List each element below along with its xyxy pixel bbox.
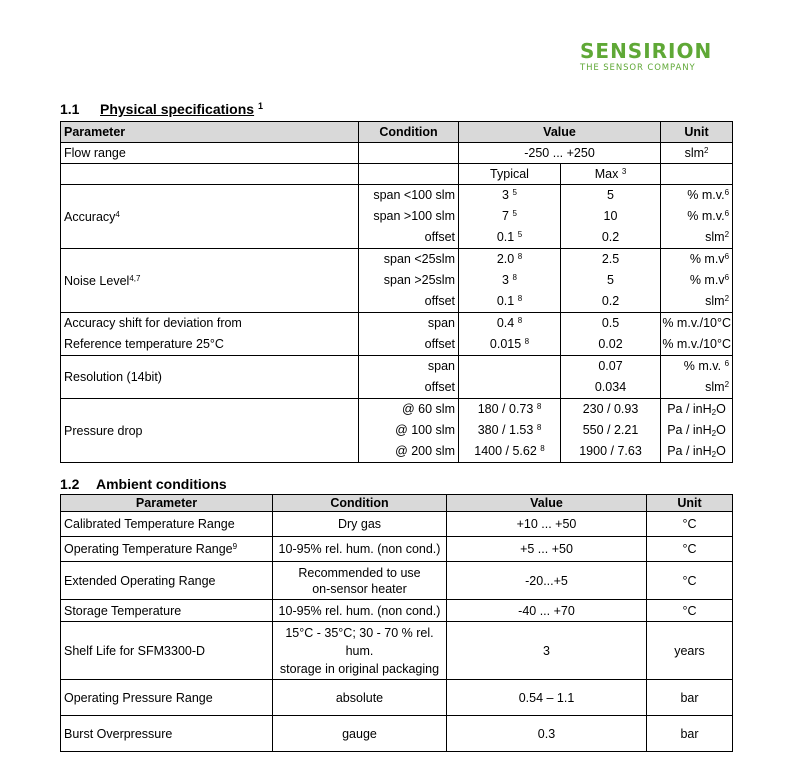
condition-cell: 10-95% rel. hum. (non cond.) xyxy=(273,537,447,562)
param-cell: Storage Temperature xyxy=(61,600,273,622)
condition-cell: 15°C - 35°C; 30 - 70 % rel. hum. storage in original packaging xyxy=(273,622,447,680)
table-row xyxy=(61,562,733,600)
condition-cell: gauge xyxy=(273,716,447,752)
typical-cell: 3 $^5$ 7 $^5$ 0.1 $^5$ xyxy=(459,185,561,249)
table-row xyxy=(61,537,733,562)
condition-cell: 10-95% rel. hum. (non cond.) xyxy=(273,600,447,622)
section-title: Ambient conditions xyxy=(96,476,227,492)
unit-cell: bar xyxy=(647,680,733,716)
table-row xyxy=(61,512,733,537)
subheader-max: Max $^3$ xyxy=(561,164,661,185)
ambient-conditions-table xyxy=(60,494,733,752)
max-cell: 0.5 0.02 xyxy=(561,313,661,356)
table-row xyxy=(61,356,733,399)
unit-cell: bar xyxy=(647,716,733,752)
param-pressure-drop: Pressure drop xyxy=(61,399,359,463)
logo-tagline: THE SENSOR COMPANY xyxy=(580,63,696,73)
unit-cell: Pa / inH$_2$O Pa / inH$_2$O Pa / inH$_2$O xyxy=(661,399,733,463)
unit-cell: °C xyxy=(647,600,733,622)
value-flow-range: -250 ... +250 xyxy=(459,143,661,164)
value-cell: 0.3 xyxy=(447,716,647,752)
max-cell: 0.07 0.034 xyxy=(561,356,661,399)
typical-cell: 2.0 $^8$ 3 $^8$ 0.1 $^8$ xyxy=(459,249,561,313)
section-number: 1.2 xyxy=(60,476,80,492)
unit-cell: years xyxy=(647,622,733,680)
unit-cell: °C xyxy=(647,562,733,600)
table-row xyxy=(61,622,733,680)
value-cell: -40 ... +70 xyxy=(447,600,647,622)
condition-cell: span offset xyxy=(359,356,459,399)
header-parameter: Parameter xyxy=(61,122,359,143)
physical-specifications-table xyxy=(60,121,733,463)
param-cell: Burst Overpressure xyxy=(61,716,273,752)
header-value: Value xyxy=(447,495,647,512)
subheader-typical: Typical xyxy=(459,164,561,185)
sensirion-logo xyxy=(580,40,740,73)
param-cell: Operating Temperature Range$^9$ xyxy=(61,537,273,562)
unit-cell: °C xyxy=(647,537,733,562)
value-cell: +5 ... +50 xyxy=(447,537,647,562)
section-title: Physical specifications xyxy=(100,101,255,117)
header-parameter: Parameter xyxy=(61,495,273,512)
param-accuracy: Accuracy$^4$ xyxy=(61,185,359,249)
param-accuracy-shift: Accuracy shift for deviation from Reference temperature 25°C xyxy=(61,313,359,356)
logo-wordmark: SENSIRION xyxy=(580,39,713,63)
condition-cell: Recommended to use on-sensor heater xyxy=(273,562,447,600)
table-row xyxy=(61,399,733,463)
table-row xyxy=(61,716,733,752)
param-cell: Shelf Life for SFM3300-D xyxy=(61,622,273,680)
unit-cell: % m.v.$^6$ % m.v.$^6$ slm$^2$ xyxy=(661,185,733,249)
unit-cell: % m.v. $^6$ slm$^2$ xyxy=(661,356,733,399)
value-cell: 3 xyxy=(447,622,647,680)
param-cell: Extended Operating Range xyxy=(61,562,273,600)
section-heading-ambient xyxy=(60,476,227,492)
condition-cell: absolute xyxy=(273,680,447,716)
unit-cell: % m.v./10°C % m.v./10°C xyxy=(661,313,733,356)
table-row xyxy=(61,185,733,249)
value-cell: +10 ... +50 xyxy=(447,512,647,537)
value-cell: 0.54 – 1.1 xyxy=(447,680,647,716)
header-value: Value xyxy=(459,122,661,143)
condition-cell: span <100 slm span >100 slm offset xyxy=(359,185,459,249)
unit-cell: slm$^2$ xyxy=(661,143,733,164)
table-row xyxy=(61,680,733,716)
typical-cell: 180 / 0.73 $^8$ 380 / 1.53 $^8$ 1400 / 5.62 $^8$ xyxy=(459,399,561,463)
header-unit: Unit xyxy=(661,122,733,143)
header-condition: Condition xyxy=(359,122,459,143)
max-cell: 5 10 0.2 xyxy=(561,185,661,249)
table-header-row xyxy=(61,495,733,512)
condition-cell: Dry gas xyxy=(273,512,447,537)
param-cell: Calibrated Temperature Range xyxy=(61,512,273,537)
condition-cell: @ 60 slm @ 100 slm @ 200 slm xyxy=(359,399,459,463)
max-cell: 2.5 5 0.2 xyxy=(561,249,661,313)
section-heading-physical xyxy=(60,101,263,117)
typical-cell: 0.4 $^8$ 0.015 $^8$ xyxy=(459,313,561,356)
header-unit: Unit xyxy=(647,495,733,512)
table-row xyxy=(61,164,733,185)
max-cell: 230 / 0.93 550 / 2.21 1900 / 7.63 xyxy=(561,399,661,463)
param-cell: Operating Pressure Range xyxy=(61,680,273,716)
param-noise-level: Noise Level$^{4,7}$ xyxy=(61,249,359,313)
unit-cell: % $m.v^6$ % $m.v^6$ slm$^2$ xyxy=(661,249,733,313)
unit-cell: °C xyxy=(647,512,733,537)
param-resolution: Resolution (14bit) xyxy=(61,356,359,399)
table-header-row xyxy=(61,122,733,143)
condition-cell: span <25slm span >25slm offset xyxy=(359,249,459,313)
param-flow-range: Flow range xyxy=(61,143,359,164)
table-row xyxy=(61,313,733,356)
value-cell: -20...+5 xyxy=(447,562,647,600)
header-condition: Condition xyxy=(273,495,447,512)
table-row xyxy=(61,600,733,622)
table-row xyxy=(61,249,733,313)
section-number: 1.1 xyxy=(60,101,80,117)
footnote-ref: 1 xyxy=(257,101,263,111)
condition-cell: span offset xyxy=(359,313,459,356)
table-row xyxy=(61,143,733,164)
